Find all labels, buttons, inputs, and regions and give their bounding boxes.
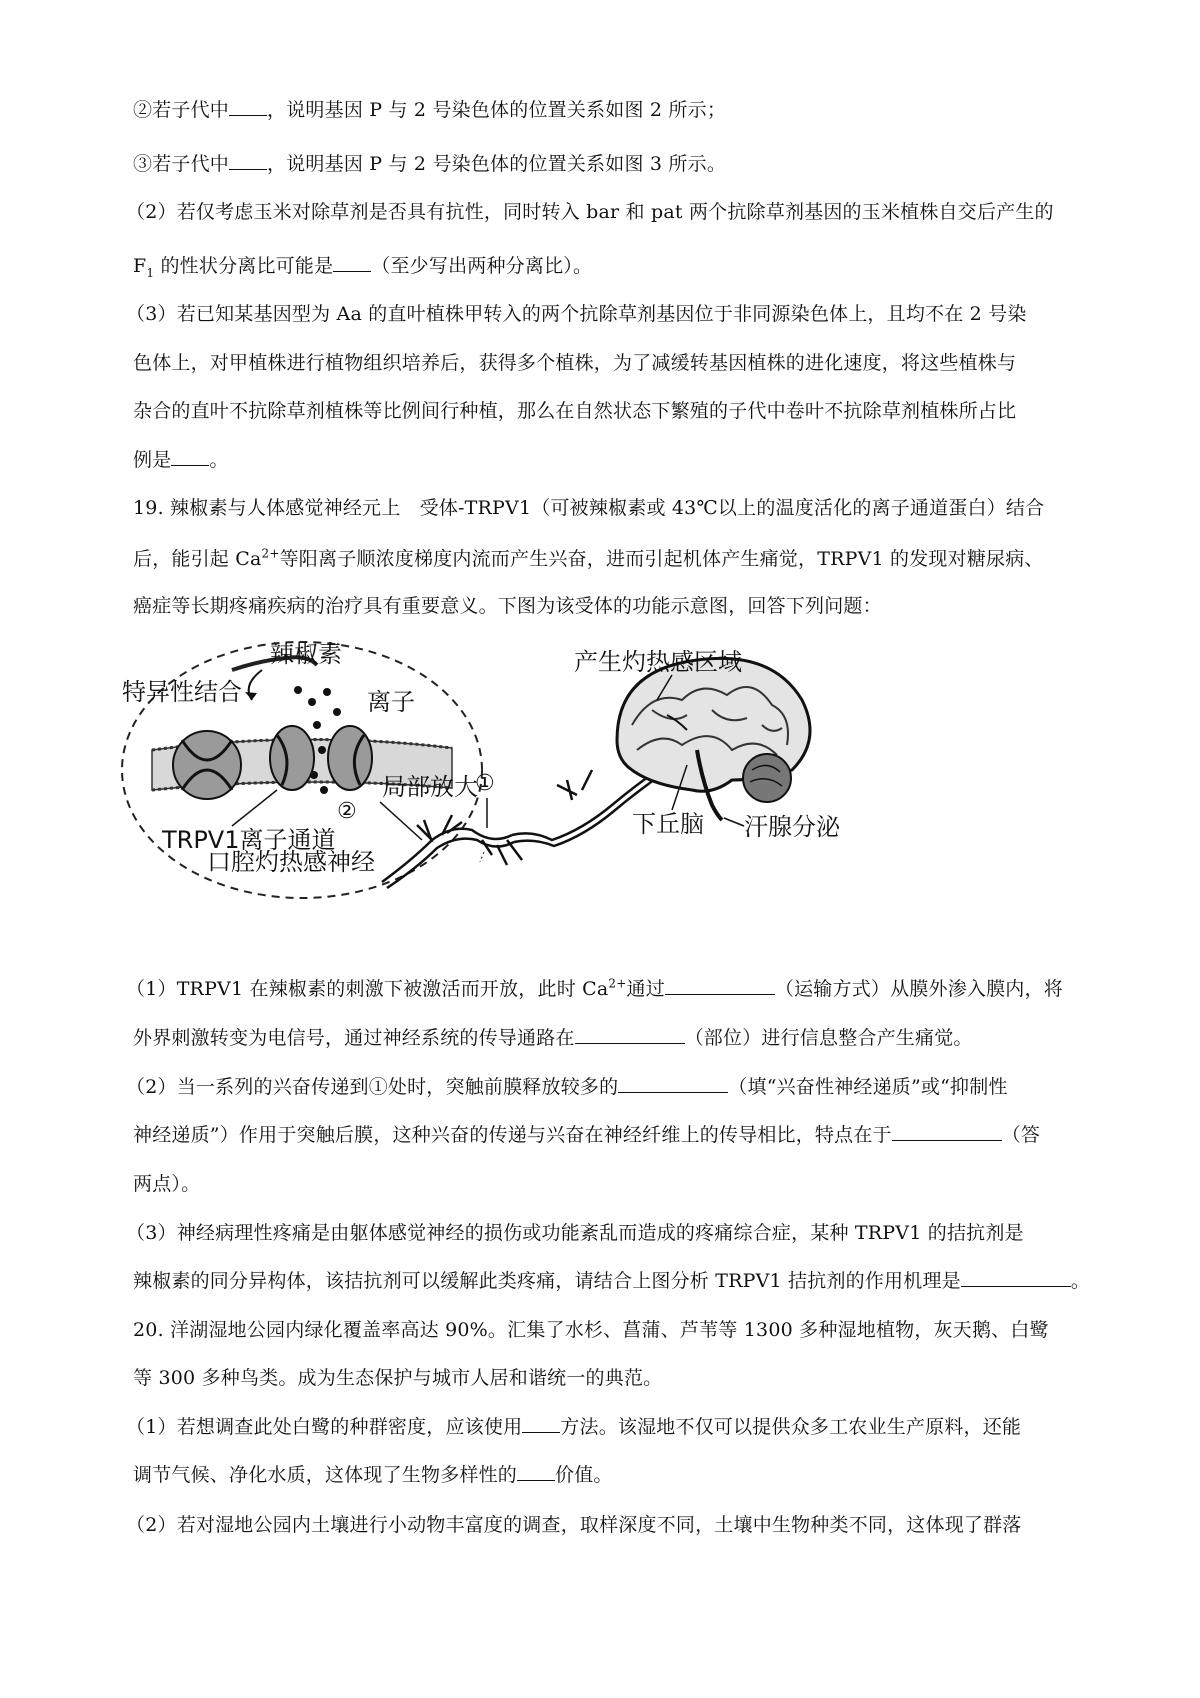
answer-blank[interactable] bbox=[333, 253, 371, 272]
label-burning-area: 产生灼热感区域 bbox=[574, 648, 742, 676]
label-ion: 离子 bbox=[367, 688, 415, 716]
text-line bbox=[133, 252, 1073, 280]
text: ，说明基因 P 与 2 号染色体的位置关系如图 3 所示。 bbox=[267, 153, 727, 175]
superscript: 2+ bbox=[261, 546, 280, 561]
text-line bbox=[126, 1073, 1066, 1101]
question-20-stem: 20. 洋湖湿地公园内绿化覆盖率高达 90%。汇集了水杉、菖蒲、芦苇等 1300 多种湿地植物，灰天鹅、白鹭 bbox=[133, 1319, 1049, 1341]
text: 等阳离子顺浓度梯度内流而产生兴奋，进而引起机体产生痛觉，TRPV1 的发现对糖尿病、 bbox=[279, 548, 1044, 570]
text: 。 bbox=[1070, 1270, 1091, 1292]
text-line bbox=[133, 545, 1073, 573]
trpv1-channel-closed bbox=[173, 731, 241, 799]
text: （1）TRPV1 在辣椒素的刺激下被激活而开放，此时 Ca bbox=[126, 978, 609, 1000]
text-line: 杂合的直叶不抗除草剂植株等比例间行种植，那么在自然状态下繁殖的子代中卷叶不抗除草剂植株所占比 bbox=[133, 400, 1017, 422]
text: （部位）进行信息整合产生痛觉。 bbox=[684, 1027, 973, 1049]
text: 神经递质”）作用于突触后膜，这种兴奋的传递与兴奋在神经纤维上的传导相比，特点在于 bbox=[133, 1124, 892, 1146]
superscript: 2+ bbox=[608, 976, 627, 991]
brain-illustration bbox=[617, 658, 810, 820]
text: （填“兴奋性神经递质”或“抑制性 bbox=[728, 1076, 1008, 1098]
answer-blank[interactable] bbox=[618, 1074, 728, 1093]
text: 。 bbox=[209, 449, 229, 471]
text: 外界刺激转变为电信号，通过神经系统的传导通路在 bbox=[133, 1027, 575, 1049]
text: 的性状分离比可能是 bbox=[154, 255, 334, 277]
text-line: （2）若对湿地公园内土壤进行小动物丰富度的调查，取样深度不同，土壤中生物种类不同，这体现了群落 bbox=[126, 1514, 1022, 1536]
label-oral-nerve: 口腔灼热感神经 bbox=[207, 848, 375, 876]
text: 辣椒素的同分异构体，该拮抗剂可以缓解此类疼痛，请结合上图分析 TRPV1 拮抗剂的作用机理是 bbox=[133, 1270, 961, 1292]
text: ③若子代中 bbox=[133, 153, 230, 175]
text-line: 两点）。 bbox=[133, 1173, 201, 1195]
text: ，说明基因 P 与 2 号染色体的位置关系如图 2 所示； bbox=[267, 99, 727, 121]
text: 价值。 bbox=[555, 1464, 613, 1486]
answer-blank[interactable] bbox=[961, 1268, 1071, 1287]
label-trpv1-channel: TRPV1离子通道 bbox=[162, 826, 336, 854]
label-sweat-secretion: 汗腺分泌 bbox=[744, 813, 840, 841]
text: （1）若想调查此处白鹭的种群密度，应该使用 bbox=[126, 1416, 523, 1438]
text-line bbox=[126, 1413, 1066, 1441]
text-line: （2）若仅考虑玉米对除草剂是否具有抗性，同时转入 bar 和 pat 两个抗除草剂基因的玉米植株自交后产生的 bbox=[126, 201, 1054, 223]
question-19-stem: 19. 辣椒素与人体感觉神经元上 受体-TRPV1（可被辣椒素或 43℃以上的温度活化的离子通道蛋白）结合 bbox=[133, 497, 1045, 519]
answer-blank[interactable] bbox=[517, 1462, 555, 1481]
text: F bbox=[133, 255, 147, 277]
text-line bbox=[133, 446, 1073, 474]
answer-blank[interactable] bbox=[665, 976, 775, 995]
text-line: 色体上，对甲植株进行植物组织培养后，获得多个植株，为了减缓转基因植株的进化速度，将这些植株与 bbox=[133, 352, 1017, 374]
text-line bbox=[126, 975, 1066, 1003]
answer-blank[interactable] bbox=[575, 1025, 685, 1044]
answer-blank[interactable] bbox=[892, 1122, 1002, 1141]
text-line: 等 300 多种鸟类。成为生态保护与城市人居和谐统一的典范。 bbox=[133, 1367, 663, 1389]
label-specific-binding: 特异性结合 bbox=[122, 678, 242, 706]
text-line bbox=[133, 1024, 1073, 1052]
text: （至少写出两种分离比）。 bbox=[371, 255, 593, 277]
text-line: （3）若已知某基因型为 Aa 的直叶植株甲转入的两个抗除草剂基因位于非同源染色体上，且均不在 2 号染 bbox=[126, 303, 1027, 325]
trpv1-diagram bbox=[112, 630, 992, 960]
answer-blank[interactable] bbox=[171, 447, 209, 466]
label-hypothalamus: 下丘脑 bbox=[632, 810, 704, 838]
label-capsaicin: 辣椒素 bbox=[270, 640, 342, 668]
text: 方法。该湿地不仅可以提供众多工农业生产原料，还能 bbox=[560, 1416, 1022, 1438]
text: 后，能引起 Ca bbox=[133, 548, 262, 570]
text: 例是 bbox=[133, 449, 172, 471]
label-site-2: ② bbox=[337, 799, 357, 824]
text-line bbox=[133, 96, 1073, 124]
text-line bbox=[133, 1461, 1073, 1489]
text-line: （3）神经病理性疼痛是由躯体感觉神经的损伤或功能紊乱而造成的疼痛综合症，某种 TRPV1 的拮抗剂是 bbox=[126, 1222, 1024, 1244]
answer-blank[interactable] bbox=[229, 151, 267, 170]
text: （运输方式）从膜外渗入膜内，将 bbox=[774, 978, 1063, 1000]
label-site-1: ① bbox=[475, 771, 495, 796]
answer-blank[interactable] bbox=[229, 97, 267, 116]
text: 通过 bbox=[626, 978, 665, 1000]
text: ②若子代中 bbox=[133, 99, 230, 121]
answer-blank[interactable] bbox=[522, 1414, 560, 1433]
text-line bbox=[133, 1121, 1073, 1149]
text: （2）当一系列的兴奋传递到①处时，突触前膜释放较多的 bbox=[126, 1076, 619, 1098]
text-line bbox=[133, 150, 1073, 178]
label-local-zoom: 局部放大 bbox=[382, 773, 478, 801]
text-line: 癌症等长期疼痛疾病的治疗具有重要意义。下图为该受体的功能示意图，回答下列问题： bbox=[133, 595, 882, 617]
text: 调节气候、净化水质，这体现了生物多样性的 bbox=[133, 1464, 518, 1486]
text: （答 bbox=[1001, 1124, 1041, 1146]
subscript: 1 bbox=[146, 265, 155, 280]
text-line bbox=[133, 1267, 1091, 1295]
